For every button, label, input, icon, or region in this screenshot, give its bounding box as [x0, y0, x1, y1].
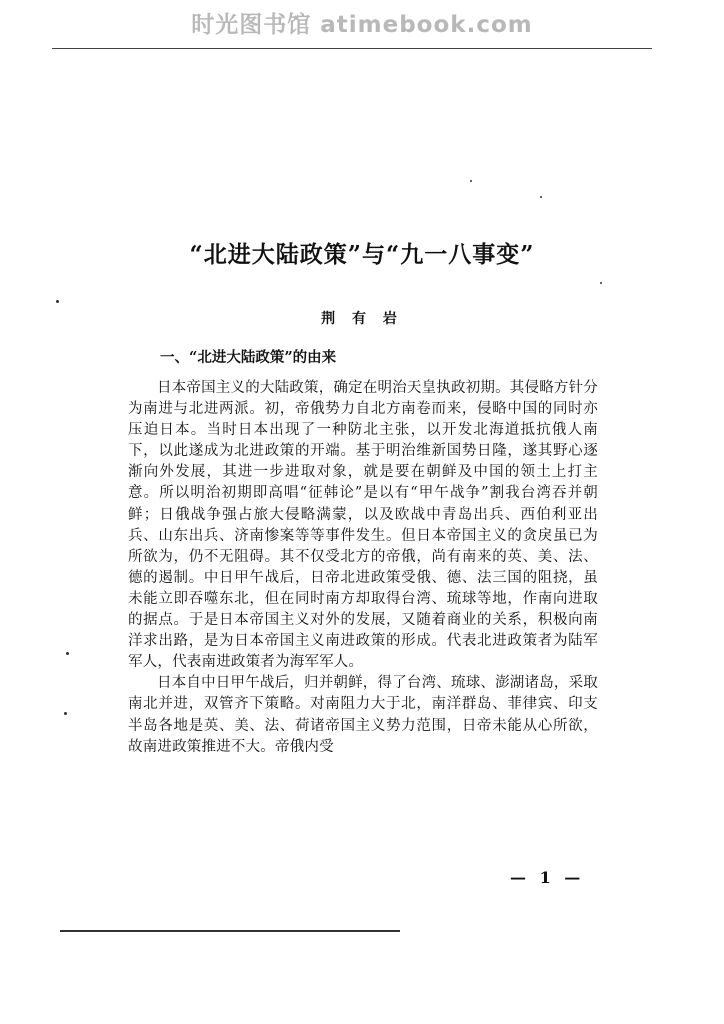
paragraph: 日本帝国主义的大陆政策，确定在明治天皇执政初期。其侵略方针分为南进与北进两派。初，帝俄势力自北方南卷而来，侵略中国的同时亦压迫日本。当时日本出现了一种防北主张，以开发北海道抵抗俄人南下，以此遂成为北进政策的开端。基于明治维新国势日隆，遂其野心逐渐向外发展，其进一步进取对象，就是要在朝鲜及中国的领土上打主意。所以明治初期即高唱“征韩论”是以有“甲午战争”割我台湾吞并朝鲜；日俄战争强占旅大侵略满蒙，以及欧战中青岛出兵、西伯利亚出兵、山东出兵、济南惨案等等事件发生。但日本帝国主义的贪戾虽已为所欲为，仍不无阻碍。其不仅受北方的帝俄，尚有南来的英、美、法、德的遏制。中日甲午战后，日帝北进政策受俄、德、法三国的阻挠，虽未能立即吞噬东北，但在同时南方却取得台湾、琉球等地，作南向进取的据点。于是日本帝国主义对外的发展，又随着商业的关系，积极向南洋求出路，是为日本帝国主义南进政策的形成。代表北进政策者为陆军军人，代表南进政策者为海军军人。 [128, 380, 598, 671]
paragraph: 日本自中日甲午战后，归并朝鲜，得了台湾、琉球、澎湖诸岛，采取南北并进，双管齐下策略。对南阻力大于北，南洋群岛、菲律宾、印支半岛各地是英、美、法、荷诸帝国主义势力范围，日帝未能从心所欲，故南进政策推进不大。帝俄内受 [128, 675, 598, 755]
bottom-rule [60, 930, 400, 932]
article-body [128, 378, 598, 758]
section-heading: 一、“北进大陆政策”的由来 [160, 349, 337, 366]
watermark: 时光图书馆 atimebook.com [191, 12, 533, 38]
article-author: 荆 有 岩 [321, 311, 403, 327]
page-number: — 1 — [510, 868, 585, 887]
article-title: “北进大陆政策”与“九一八事变” [189, 241, 535, 268]
top-rule [52, 48, 652, 49]
